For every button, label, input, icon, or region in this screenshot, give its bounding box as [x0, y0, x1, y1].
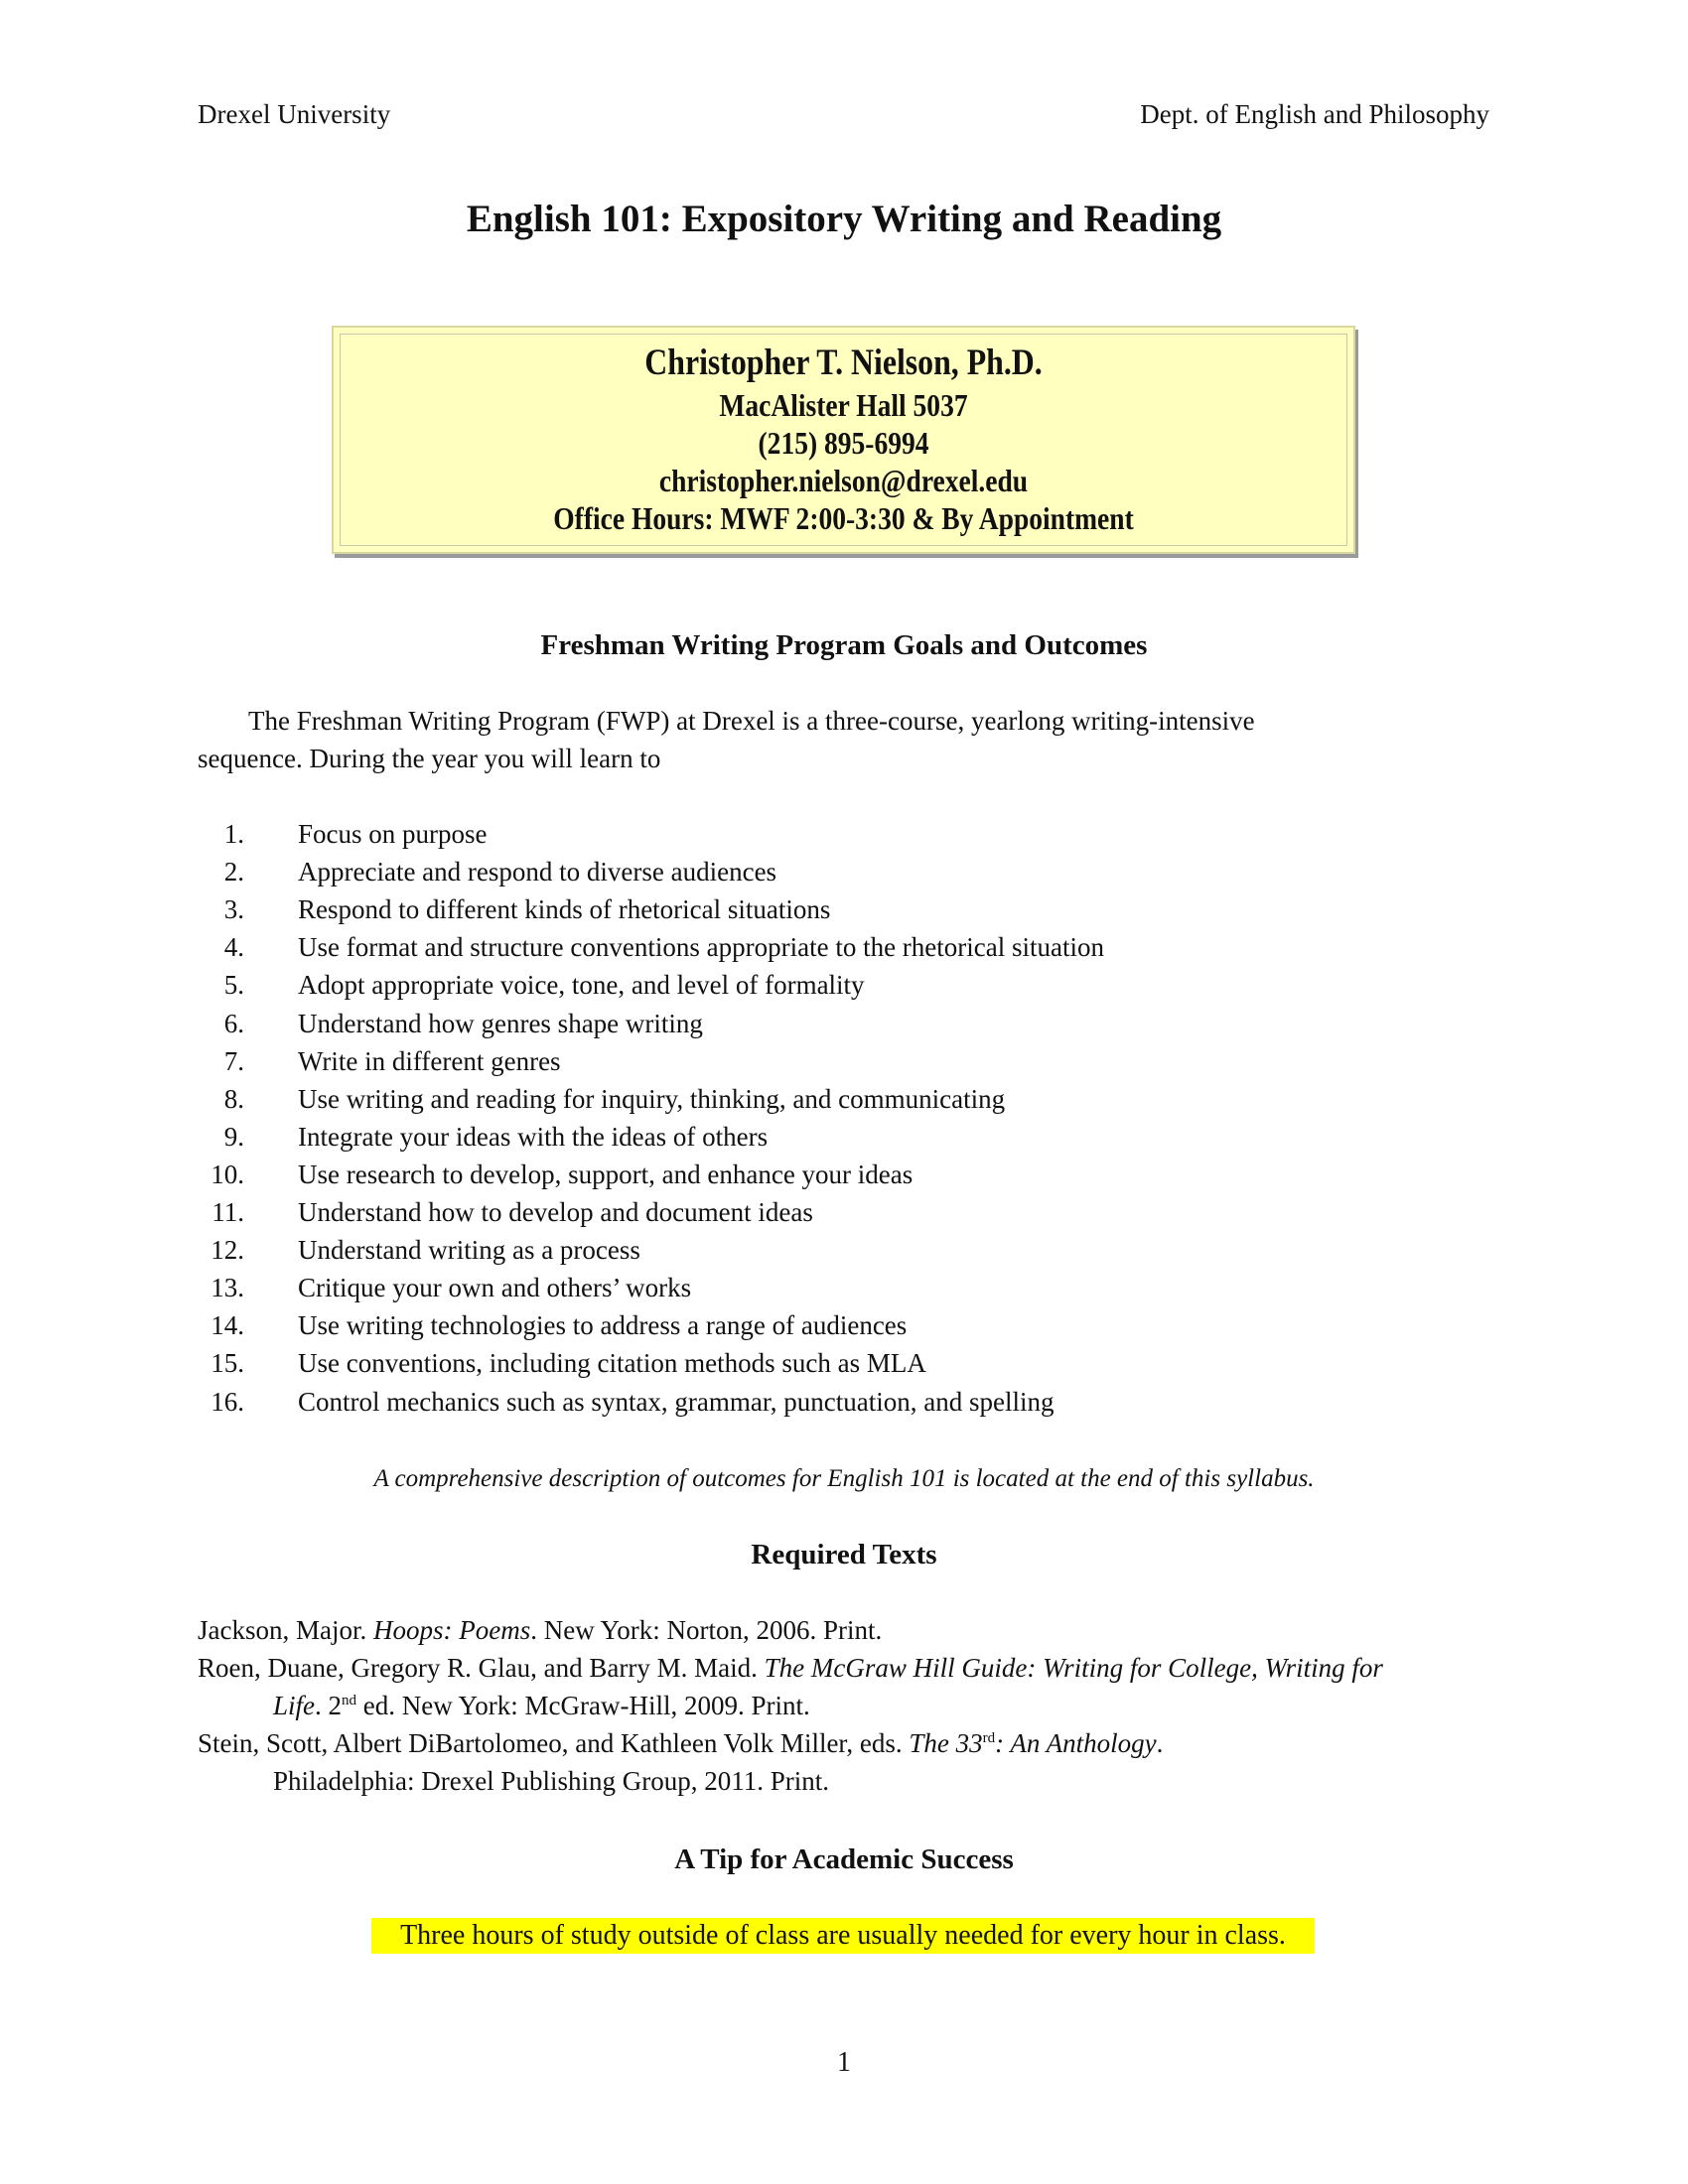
list-item-number: 5. — [223, 970, 244, 1001]
list-item-number: 2. — [223, 857, 244, 887]
list-item-text: Adopt appropriate voice, tone, and level of formality — [298, 970, 865, 1001]
list-item-number: 1. — [223, 819, 244, 849]
instructor-office: MacAlister Hall 5037 — [719, 387, 968, 423]
list-item-text: Understand writing as a process — [298, 1235, 640, 1266]
instructor-name: Christopher T. Nielson, Ph.D. — [644, 342, 1043, 383]
tip-heading: A Tip for Academic Success — [674, 1843, 1014, 1875]
required-texts-heading: Required Texts — [751, 1539, 937, 1570]
list-item-number: 16. — [211, 1386, 244, 1417]
instructor-email: christopher.nielson@drexel.edu — [658, 463, 1029, 498]
list-item-text: Use writing and reading for inquiry, thinking, and communicating — [298, 1083, 1006, 1114]
list-item-number: 6. — [223, 1008, 244, 1038]
tip-text-highlighted: Three hours of study outside of class are usually needed for every hour in class. — [371, 1918, 1315, 1954]
list-item-text: Use conventions, including citation methods such as MLA — [298, 1348, 926, 1379]
list-item-text: Write in different genres — [298, 1045, 561, 1076]
list-item-text: Use research to develop, support, and enhance your ideas — [298, 1159, 914, 1189]
page-number: 1 — [837, 2047, 851, 2078]
list-item-text: Respond to different kinds of rhetorical situations — [298, 894, 831, 925]
instructor-phone: (215) 895-6994 — [758, 425, 929, 461]
list-item-number: 11. — [211, 1197, 244, 1227]
list-item-number: 4. — [223, 932, 244, 963]
page-title: English 101: Expository Writing and Reading — [466, 198, 1222, 240]
list-item-text: Focus on purpose — [298, 819, 488, 849]
list-item-number: 3. — [223, 894, 244, 925]
list-item-number: 9. — [223, 1121, 244, 1152]
goals-intro-line2: sequence. During the year you will learn to — [198, 744, 661, 773]
reference-2-cont: Life. 2nd ed. New York: McGraw-Hill, 2009. Print. — [273, 1691, 810, 1720]
list-item-number: 12. — [211, 1235, 244, 1266]
goals-intro-line1: The Freshman Writing Program (FWP) at Drexel is a three-course, yearlong writing-intensive — [248, 706, 1255, 736]
list-item-number: 10. — [211, 1159, 244, 1189]
list-item-number: 13. — [211, 1273, 244, 1303]
instructor-info-box — [332, 326, 1355, 554]
outcomes-note: A comprehensive description of outcomes for English 101 is located at the end of this syllabus. — [373, 1465, 1315, 1492]
header-right: Dept. of English and Philosophy — [1140, 99, 1489, 129]
reference-2: Roen, Duane, Gregory R. Glau, and Barry M. Maid. The McGraw Hill Guide: Writing for College, Writing for — [198, 1653, 1383, 1683]
list-item-text: Understand how to develop and document ideas — [298, 1197, 813, 1227]
list-item-number: 8. — [223, 1083, 244, 1114]
list-item-number: 14. — [211, 1310, 244, 1341]
list-item-text: Critique your own and others’ works — [298, 1273, 692, 1303]
list-item-text: Understand how genres shape writing — [298, 1008, 703, 1038]
header-left: Drexel University — [198, 99, 391, 129]
list-item-number: 15. — [211, 1348, 244, 1379]
goals-heading: Freshman Writing Program Goals and Outcomes — [540, 629, 1148, 661]
list-item-text: Use writing technologies to address a range of audiences — [298, 1310, 908, 1341]
list-item-text: Integrate your ideas with the ideas of others — [298, 1121, 769, 1152]
list-item-text: Control mechanics such as syntax, grammar, punctuation, and spelling — [298, 1386, 1055, 1417]
office-hours: Office Hours: MWF 2:00-3:30 & By Appointment — [553, 500, 1134, 536]
list-item-text: Use format and structure conventions appropriate to the rhetorical situation — [298, 932, 1104, 963]
list-item-text: Appreciate and respond to diverse audiences — [298, 857, 777, 887]
reference-1: Jackson, Major. Hoops: Poems. New York: Norton, 2006. Print. — [198, 1615, 883, 1645]
reference-3-cont: Philadelphia: Drexel Publishing Group, 2011. Print. — [273, 1766, 829, 1796]
list-item-number: 7. — [223, 1045, 244, 1076]
reference-3: Stein, Scott, Albert DiBartolomeo, and Kathleen Volk Miller, eds. The 33rd: An Anthology. — [198, 1728, 1164, 1758]
